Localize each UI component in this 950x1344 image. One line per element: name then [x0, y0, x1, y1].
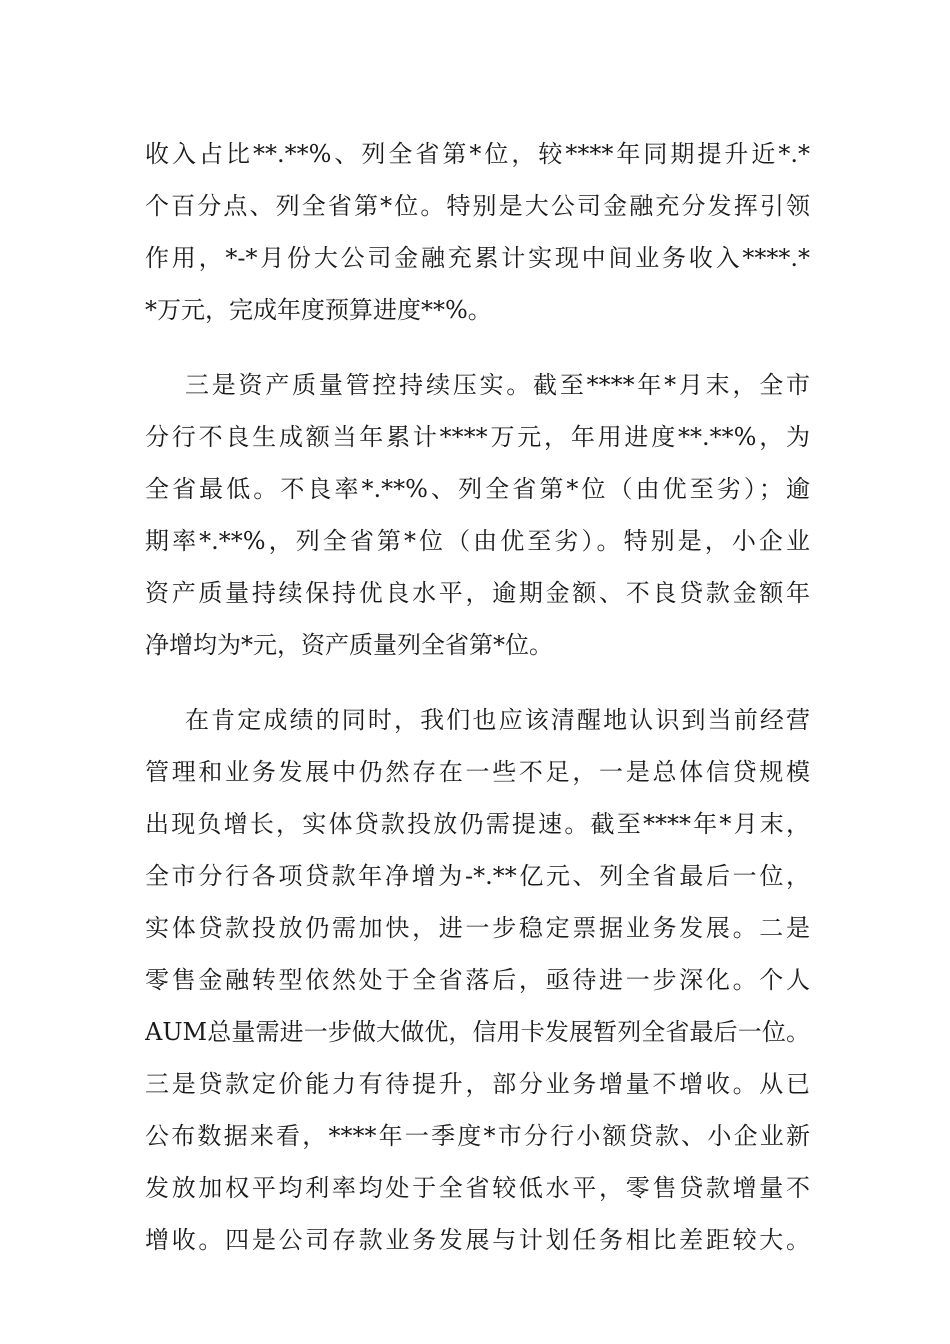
text-line: 净增均为*元，资产质量列全省第*位。: [145, 631, 553, 659]
text-line: 全市分行各项贷款年净增为-*.**亿元、列全省最后一位，: [145, 862, 810, 890]
text-line: 出现负增长，实体贷款投放仍需提速。截至****年*月末，: [145, 810, 810, 838]
paragraph-asset-quality: [145, 359, 810, 671]
text-line: AUM总量需进一步做大做优，信用卡发展暂列全省最后一位。: [145, 1018, 810, 1046]
text-line: 全省最低。不良率*.**%、列全省第*位（由优至劣）；逾: [145, 475, 810, 503]
text-line: 个百分点、列全省第*位。特别是大公司金融充分发挥引领: [145, 192, 810, 220]
text-line: 发放加权平均利率均处于全省较低水平，零售贷款增量不: [145, 1174, 810, 1202]
text-line: 在肯定成绩的同时，我们也应该清醒地认识到当前经营: [185, 706, 810, 734]
text-line: 三是贷款定价能力有待提升，部分业务增量不增收。从已: [145, 1070, 810, 1098]
document-body: [145, 128, 810, 1266]
text-line: 作用，*-*月份大公司金融充累计实现中间业务收入****.*: [145, 244, 810, 272]
text-line: 三是资产质量管控持续压实。截至****年*月末，全市: [185, 371, 810, 399]
text-line: 期率*.**%，列全省第*位（由优至劣）。特别是，小企业: [145, 527, 810, 555]
text-line: 实体贷款投放仍需加快，进一步稳定票据业务发展。二是: [145, 914, 810, 942]
text-line: 资产质量持续保持优良水平，逾期金额、不良贷款金额年: [145, 579, 810, 607]
paragraph-continuation: [145, 128, 810, 336]
text-line: 公布数据来看，****年一季度*市分行小额贷款、小企业新: [145, 1122, 810, 1150]
text-line: 分行不良生成额当年累计****万元，年用进度**.**%，为: [145, 423, 810, 451]
text-line: 增收。四是公司存款业务发展与计划任务相比差距较大。: [145, 1226, 810, 1254]
text-line: 收入占比**.**%、列全省第*位，较****年同期提升近*.*: [145, 140, 810, 168]
text-line: 零售金融转型依然处于全省落后，亟待进一步深化。个人: [145, 966, 810, 994]
paragraph-shortcomings: [145, 694, 810, 1266]
text-line: 管理和业务发展中仍然存在一些不足，一是总体信贷规模: [145, 758, 810, 786]
text-line: *万元，完成年度预算进度**%。: [145, 296, 492, 324]
